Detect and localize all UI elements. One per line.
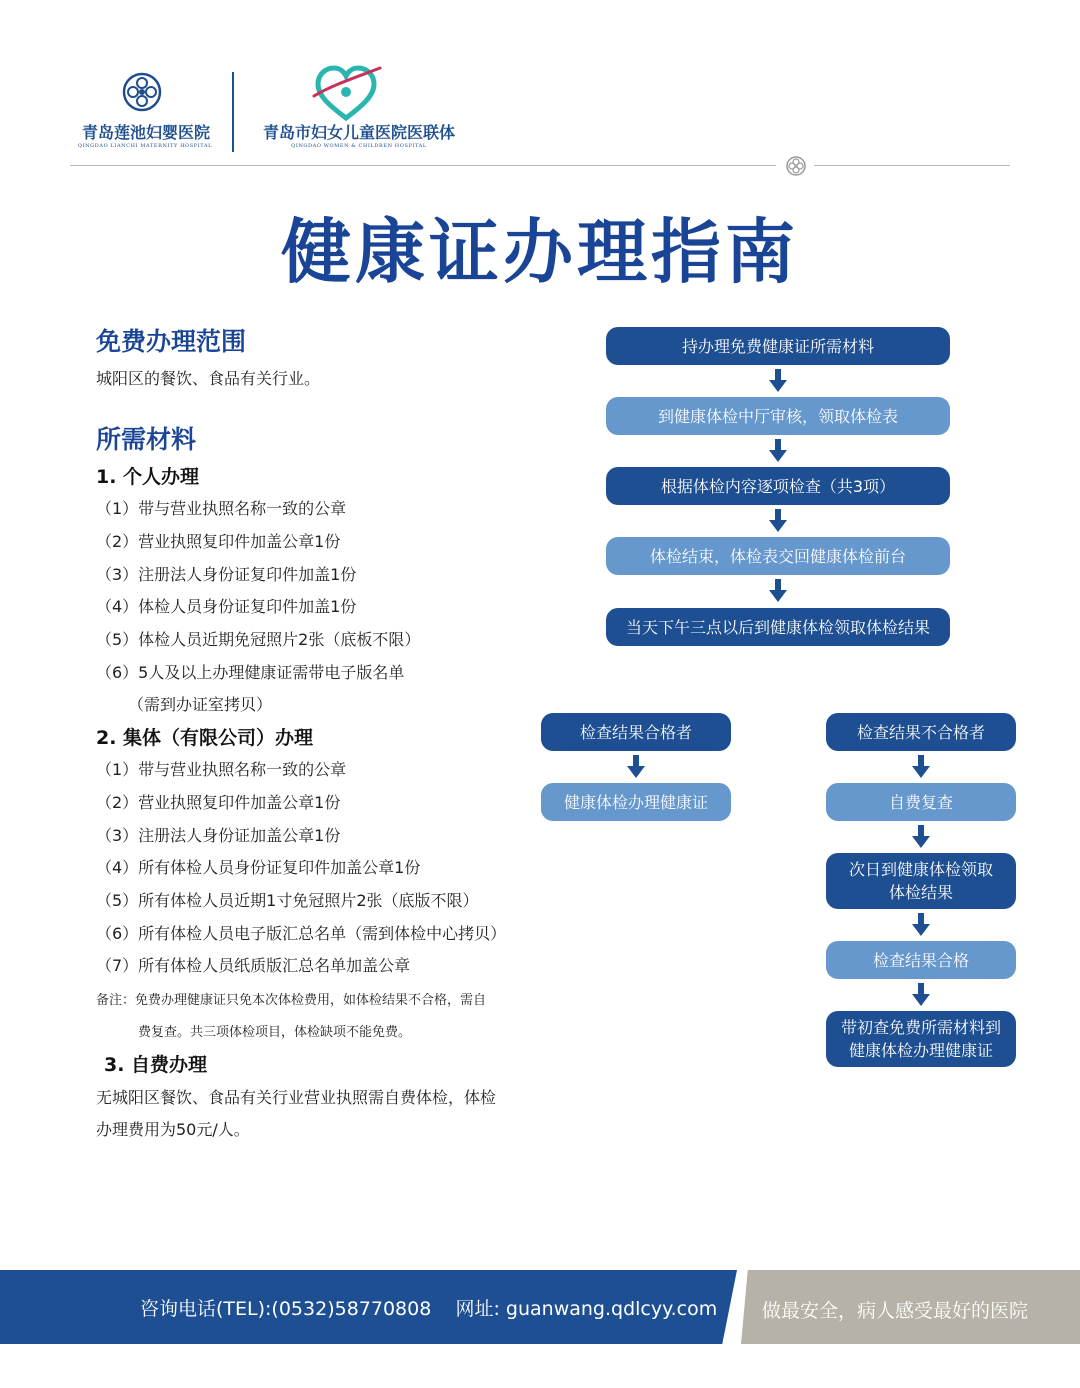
self-pay-text: 办理费用为50元/人。: [96, 1120, 250, 1139]
flow-step-4: 体检结束，体检表交回健康体检前台: [606, 537, 950, 575]
note-text: 备注：免费办理健康证只免本次体检费用，如体检结果不合格，需自: [96, 993, 487, 1008]
flow-step-5: 当天下午三点以后到健康体检领取体检结果: [606, 608, 950, 646]
list-item: （4）体检人员身份证复印件加盖1份: [96, 597, 357, 616]
free-scope-text: 城阳区的餐饮、食品有关行业。: [96, 369, 321, 388]
list-item: （4）所有体检人员身份证复印件加盖公章1份: [96, 858, 421, 877]
list-item: （3）注册法人身份证加盖公章1份: [96, 826, 341, 845]
flow-recheck-pass: 检查结果合格: [826, 941, 1016, 979]
arrow-down-icon: [911, 755, 931, 779]
flow-step-2: 到健康体检中厅审核，领取体检表: [606, 397, 950, 435]
arrow-down-icon: [911, 825, 931, 849]
header-rule-left: [70, 165, 776, 166]
list-item: （3）注册法人身份证复印件加盖1份: [96, 565, 357, 584]
arrow-down-icon: [626, 755, 646, 779]
list-item: （7）所有体检人员纸质版汇总名单加盖公章: [96, 956, 411, 975]
self-pay-heading: 3. 自费办理: [104, 1054, 208, 1076]
footer-slogan-text: 做最安全，病人感受最好的医院: [762, 1300, 1029, 1322]
logo-divider: [232, 72, 234, 152]
ornament-icon: [785, 155, 807, 177]
arrow-down-icon: [768, 579, 788, 603]
flow-qualified: 检查结果合格者: [541, 713, 731, 751]
flow-qualified-result: 健康体检办理健康证: [541, 783, 731, 821]
footer-contact-text: 咨询电话(TEL):(0532)58770808 网址: guanwang.qdlcyy.com: [140, 1298, 718, 1320]
list-item: （6）5人及以上办理健康证需带电子版名单: [96, 663, 405, 682]
list-item: （1）带与营业执照名称一致的公章: [96, 499, 347, 518]
header-rule-right: [814, 165, 1010, 166]
page-title: 健康证办理指南: [281, 211, 799, 293]
list-item: （6）所有体检人员电子版汇总名单（需到体检中心拷贝）: [96, 924, 507, 943]
flow-next-day-result: 次日到健康体检领取 体检结果: [826, 853, 1016, 909]
hospital2-english-name: QINGDAO WOMEN & CHILDREN HOSPITAL: [291, 143, 427, 149]
lianchi-logo-icon: [122, 72, 162, 112]
heart-logo-icon: [310, 62, 382, 124]
arrow-down-icon: [768, 369, 788, 393]
list-item: （1）带与营业执照名称一致的公章: [96, 760, 347, 779]
free-scope-heading: 免费办理范围: [96, 327, 247, 356]
list-item: （2）营业执照复印件加盖公章1份: [96, 793, 341, 812]
arrow-down-icon: [768, 509, 788, 533]
flow-final-issue: 带初查免费所需材料到 健康体检办理健康证: [826, 1011, 1016, 1067]
hospital1-name: 青岛莲池妇婴医院: [81, 123, 210, 142]
flow-recheck: 自费复查: [826, 783, 1016, 821]
list-item: （2）营业执照复印件加盖公章1份: [96, 532, 341, 551]
hospital1-english-name: QINGDAO LIANCHI MATERNITY HOSPITAL: [77, 143, 213, 149]
personal-heading: 1. 个人办理: [96, 466, 200, 488]
list-item: （需到办证室拷贝）: [128, 695, 273, 714]
arrow-down-icon: [768, 439, 788, 463]
flow-step-3: 根据体检内容逐项检查（共3项）: [606, 467, 950, 505]
flow-step-1: 持办理免费健康证所需材料: [606, 327, 950, 365]
note-text: 费复查。共三项体检项目，体检缺项不能免费。: [138, 1025, 412, 1040]
flow-unqualified: 检查结果不合格者: [826, 713, 1016, 751]
arrow-down-icon: [911, 983, 931, 1007]
list-item: （5）体检人员近期免冠照片2张（底板不限）: [96, 630, 421, 649]
materials-heading: 所需材料: [96, 425, 197, 454]
group-heading: 2. 集体（有限公司）办理: [96, 727, 314, 749]
list-item: （5）所有体检人员近期1寸免冠照片2张（底版不限）: [96, 891, 479, 910]
hospital2-name: 青岛市妇女儿童医院医联体: [262, 123, 455, 142]
self-pay-text: 无城阳区餐饮、食品有关行业营业执照需自费体检，体检: [96, 1088, 497, 1107]
arrow-down-icon: [911, 913, 931, 937]
